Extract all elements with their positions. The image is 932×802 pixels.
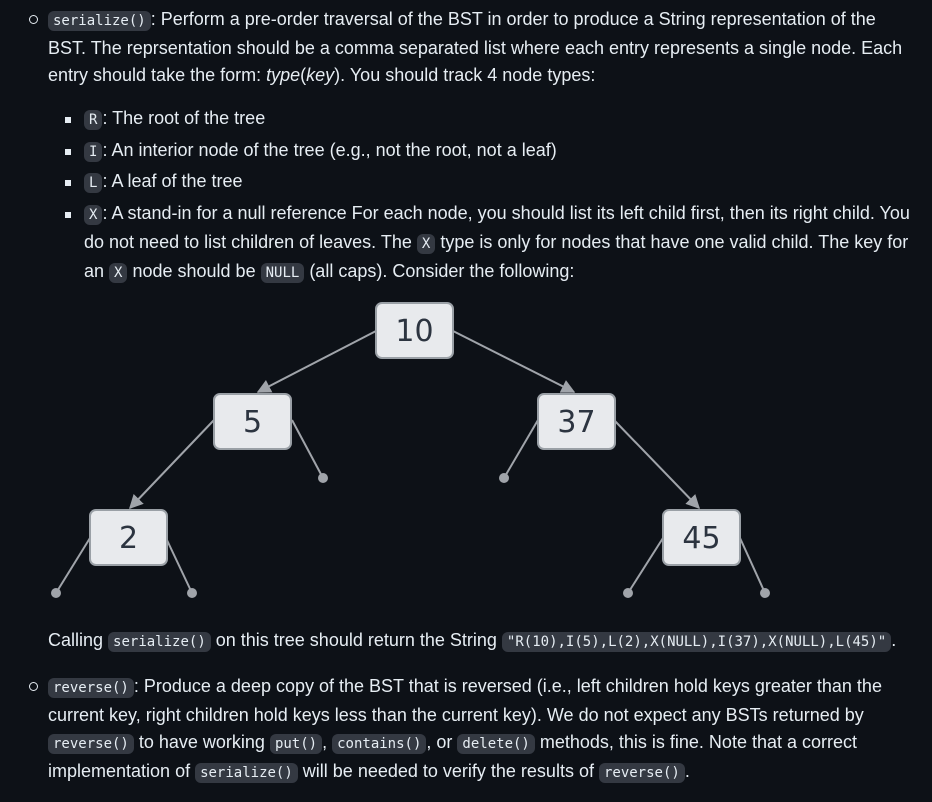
calling-text: . bbox=[891, 630, 897, 650]
node-key: 45 bbox=[682, 521, 721, 556]
node-type-text: : An interior node of the tree (e.g., not the root, not a leaf) bbox=[102, 140, 557, 160]
serialize-text: : Perform a pre-order traversal of the BST in order to produce a String representation of the BST. The reprsentation should be a comma separated list where each entry represents a single node. Each entry should take the form: bbox=[48, 9, 903, 85]
put-code: put() bbox=[270, 734, 322, 754]
null-dot bbox=[760, 588, 770, 598]
form-key: key bbox=[306, 65, 335, 85]
node-type-x bbox=[84, 200, 914, 287]
calling-text: on this tree should return the String bbox=[210, 630, 502, 650]
list-bullet bbox=[65, 117, 71, 123]
edge-37-45 bbox=[614, 420, 699, 508]
node-type-text: (all caps). Consider the following: bbox=[304, 261, 575, 281]
node-type-code: R bbox=[84, 110, 102, 130]
reverse-text: : Produce a deep copy of the BST that is reversed (i.e., left children hold keys greater than the current key, right children hold keys less than the current key). We do not expect any BSTs returned by bbox=[48, 676, 882, 725]
edge-2-null-left bbox=[56, 538, 90, 593]
node-type-l bbox=[84, 168, 914, 197]
reverse-text: methods, this is fine. Note that a correct implementation of bbox=[48, 732, 858, 781]
node-key: 37 bbox=[557, 405, 596, 440]
x-code: X bbox=[417, 234, 435, 254]
node-type-i bbox=[84, 137, 914, 166]
node-type-text: node should be bbox=[127, 261, 261, 281]
tree-node-5 bbox=[214, 394, 291, 449]
bst-diagram bbox=[0, 290, 932, 610]
null-dot bbox=[623, 588, 633, 598]
node-type-r bbox=[84, 105, 914, 134]
null-dot bbox=[318, 473, 328, 483]
node-key: 5 bbox=[242, 405, 263, 440]
null-dot bbox=[187, 588, 197, 598]
list-bullet bbox=[65, 149, 71, 155]
list-bullet bbox=[29, 15, 38, 24]
null-dot bbox=[51, 588, 61, 598]
edge-45-null-right bbox=[740, 538, 765, 593]
edge-37-null bbox=[504, 420, 538, 478]
reverse-code: reverse() bbox=[599, 763, 685, 783]
node-type-code: L bbox=[84, 173, 102, 193]
calling-text: Calling bbox=[48, 630, 109, 650]
serialize-code: serialize() bbox=[195, 763, 298, 783]
reverse-text: . bbox=[684, 761, 690, 781]
tree-node-37 bbox=[538, 394, 615, 449]
node-type-text: : A stand-in for a null reference For each node, you should list its left child first, then its right child. You do not need to list children of leaves. The bbox=[84, 203, 910, 252]
contains-code: contains() bbox=[332, 734, 426, 754]
null-dot bbox=[499, 473, 509, 483]
serialize-result-code: "R(10),I(5),L(2),X(NULL),I(37),X(NULL),L(45)" bbox=[502, 632, 891, 652]
reverse-method-code: reverse() bbox=[48, 678, 134, 698]
tree-node-45 bbox=[663, 510, 740, 565]
calling-paragraph bbox=[48, 627, 928, 656]
edge-10-37 bbox=[453, 331, 574, 392]
serialize-method-code: serialize() bbox=[48, 11, 151, 31]
serialize-method-code: serialize() bbox=[108, 632, 211, 652]
serialize-description: serialize() : Perform a pre-order traversal of the BST in order to produce a String representation of the BST. The reprsentation should be a comma separated list where each entry represents a single node. Each entry should take the form: type(key). You should track 4 node types: bbox=[48, 9, 903, 85]
reverse-text: to have working bbox=[133, 732, 270, 752]
delete-code: delete() bbox=[457, 734, 534, 754]
edge-5-null bbox=[292, 420, 323, 478]
reverse-text: will be needed to verify the results of bbox=[297, 761, 599, 781]
edge-10-5 bbox=[258, 331, 376, 392]
list-bullet bbox=[65, 212, 71, 218]
node-type-text: type is only for nodes that have one valid child. The key for an bbox=[84, 232, 909, 281]
reverse-description bbox=[48, 673, 908, 787]
node-type-text: : The root of the tree bbox=[102, 108, 266, 128]
separator: , bbox=[322, 732, 333, 752]
edge-5-2 bbox=[130, 420, 214, 508]
null-code: NULL bbox=[261, 263, 305, 283]
x-code: X bbox=[109, 263, 127, 283]
edge-2-null-right bbox=[166, 538, 192, 593]
edge-45-null-left bbox=[628, 538, 663, 593]
node-key: 2 bbox=[118, 521, 139, 556]
node-type-code: X bbox=[84, 205, 102, 225]
node-type-code: I bbox=[84, 142, 102, 162]
list-bullet bbox=[29, 682, 38, 691]
form-type: type bbox=[266, 65, 301, 85]
node-type-text: : A leaf of the tree bbox=[102, 171, 243, 191]
serialize-text-end: . You should track 4 node types: bbox=[340, 65, 596, 85]
separator: , or bbox=[426, 732, 458, 752]
tree-node-10 bbox=[376, 303, 453, 358]
reverse-code: reverse() bbox=[48, 734, 134, 754]
tree-node-2 bbox=[90, 510, 167, 565]
node-key: 10 bbox=[395, 314, 434, 349]
list-bullet bbox=[65, 180, 71, 186]
